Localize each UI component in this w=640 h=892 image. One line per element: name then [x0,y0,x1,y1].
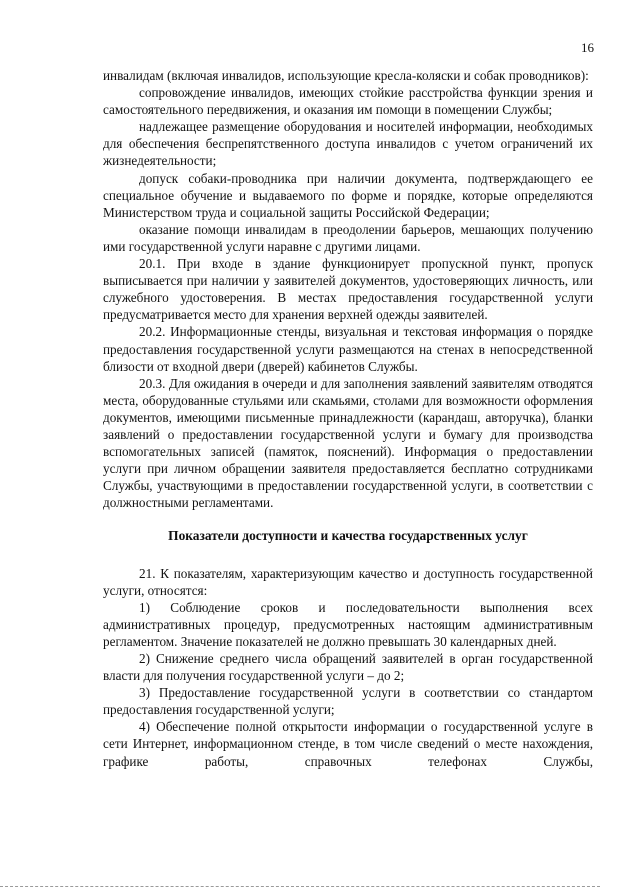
section-heading: Показатели доступности и качества государственных услуг [168,528,528,544]
paragraph: сопровождение инвалидов, имеющих стойкие расстройства функции зрения и самостоятельного передвижения, и оказания им помощи в помещении Службы; [103,85,593,118]
paragraph: 20.3. Для ожидания в очереди и для заполнения заявлений заявителям отводятся места, оборудованные стульями или скамьями, столами для возможности оформления документов, имеющими письменные принадлежности (карандаш, авторучка), бланки заявлений о предоставлении государственной услуги и бумагу для производства вспомогательных записей (памяток, пояснений). Информация о предоставлении услуги при личном обращении заявителя предоставляется бесплатно сотрудниками Службы, участвующими в предоставлении государственной услуги, в соответствии с должностными регламентами. [103,375,593,511]
paragraph: 21. К показателям, характеризующим качество и доступность государственной услуги, относятся: [103,565,593,598]
bottom-scan-rule [0,886,600,887]
paragraphs-top [103,67,593,511]
paragraph: 3) Предоставление государственной услуги в соответствии со стандартом предоставления государственной услуги; [103,685,593,718]
page-number: 16 [581,40,594,55]
paragraphs-bottom [103,565,593,770]
paragraph: инвалидам (включая инвалидов, использующие кресла-коляски и собак проводников): [103,68,589,83]
paragraph: 4) Обеспечение полной открытости информации о государственной услуге в сети Интернет, информационном стенде, в том числе сведений о месте нахождения, графике работы, справочных телефонах Службы, [103,719,593,769]
paragraph: надлежащее размещение оборудования и носителей информации, необходимых для обеспечения беспрепятственного доступа инвалидов с учетом ограничений их жизнедеятельности; [103,119,593,169]
paragraph: допуск собаки-проводника при наличии документа, подтверждающего ее специальное обучение и выдаваемого по форме и порядке, которые определяются Министерством труда и социальной защиты Российской Федерации; [103,170,593,220]
paragraph: 20.2. Информационные стенды, визуальная и текстовая информация о порядке предоставления государственной услуги размещаются на стенах в непосредственной близости от входной двери (дверей) кабинетов Службы. [103,324,593,374]
paragraph: 1) Соблюдение сроков и последовательности выполнения всех административных процедур, предусмотренных настоящим административным регламентом. Значение показателей не должно превышать 30 календарных дней. [103,599,593,649]
paragraph: оказание помощи инвалидам в преодолении барьеров, мешающих получению ими государственной услуги наравне с другими лицами. [103,221,593,254]
paragraph: 2) Снижение среднего числа обращений заявителей в орган государственной власти для получения государственной услуги – до 2; [103,651,593,684]
paragraph: 20.1. При входе в здание функционирует пропускной пункт, пропуск выписывается при наличии у заявителей документов, удостоверяющих личность, или служебного удостоверения. В местах предоставления государственной услуги предусматривается место для хранения верхней одежды заявителей. [103,256,593,323]
page-content [103,67,593,770]
